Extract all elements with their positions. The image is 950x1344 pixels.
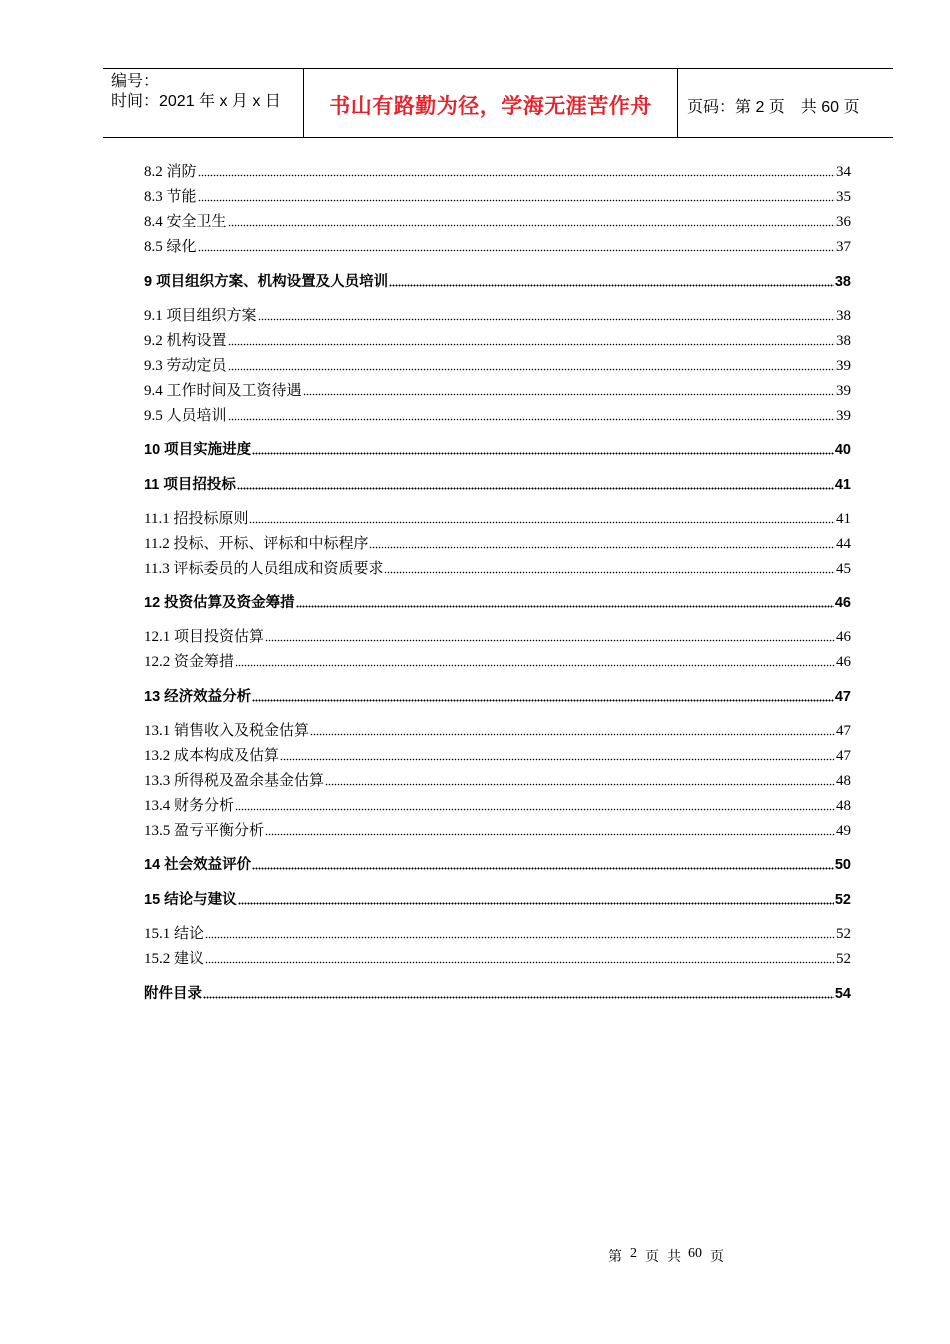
toc-entry-page: 52 <box>836 951 851 967</box>
toc-entry-title: 8.3 节能 <box>144 189 197 205</box>
toc-entry-title: 11 项目招投标 <box>144 477 236 493</box>
toc-entry-title: 12.2 资金筹措 <box>144 654 235 670</box>
toc-entry-title: 10 项目实施进度 <box>144 442 252 458</box>
toc-dot-leader <box>296 604 834 608</box>
page-header <box>103 68 893 138</box>
toc-dot-leader <box>389 283 834 287</box>
toc-entry-title: 9 项目组织方案、机构设置及人员培训 <box>144 274 389 290</box>
toc-entry-title: 8.5 绿化 <box>144 239 197 255</box>
toc-entry-title: 9.5 人员培训 <box>144 408 227 424</box>
toc-dot-leader <box>203 995 834 999</box>
toc-dot-leader <box>205 935 835 939</box>
toc-dot-leader <box>235 663 835 667</box>
toc-dot-leader <box>265 638 835 642</box>
toc-chapter-entry[interactable] <box>144 982 851 1004</box>
toc-section-entry[interactable] <box>144 354 851 376</box>
toc-dot-leader <box>228 367 835 371</box>
toc-entry-page: 36 <box>836 214 851 230</box>
toc-entry-title: 13 经济效益分析 <box>144 689 252 705</box>
toc-dot-leader <box>198 198 835 202</box>
toc-dot-leader <box>238 901 834 905</box>
toc-entry-title: 11.1 招投标原则 <box>144 511 249 527</box>
toc-entry-page: 41 <box>836 511 851 527</box>
toc-entry-page: 54 <box>834 986 851 1002</box>
toc-dot-leader <box>258 317 835 321</box>
toc-dot-leader <box>303 392 835 396</box>
toc-entry-page: 39 <box>836 383 851 399</box>
toc-entry-title: 9.1 项目组织方案 <box>144 308 257 324</box>
toc-entry-title: 8.2 消防 <box>144 164 197 180</box>
toc-dot-leader <box>310 732 835 736</box>
toc-dot-leader <box>252 866 834 870</box>
toc-entry-page: 34 <box>836 164 851 180</box>
toc-dot-leader <box>228 342 835 346</box>
footer-prefix: 第 <box>608 1250 622 1265</box>
toc-entry-page: 47 <box>836 723 851 739</box>
toc-section-entry[interactable] <box>144 819 851 841</box>
toc-entry-page: 52 <box>836 926 851 942</box>
toc-section-entry[interactable] <box>144 744 851 766</box>
toc-entry-title: 12 投资估算及资金筹措 <box>144 595 295 611</box>
toc-dot-leader <box>252 451 834 455</box>
toc-chapter-entry[interactable] <box>144 888 851 910</box>
toc-section-entry[interactable] <box>144 625 851 647</box>
toc-dot-leader <box>228 417 835 421</box>
toc-entry-title: 15.1 结论 <box>144 926 205 942</box>
toc-entry-title: 13.3 所得税及盈余基金估算 <box>144 773 325 789</box>
toc-entry-page: 47 <box>834 689 851 705</box>
toc-entry-page: 48 <box>836 773 851 789</box>
toc-dot-leader <box>228 223 835 227</box>
toc-section-entry[interactable] <box>144 210 851 232</box>
footer-page-suffix: 页 <box>645 1250 659 1265</box>
header-info-cell <box>103 69 304 137</box>
toc-dot-leader <box>252 698 834 702</box>
toc-section-entry[interactable] <box>144 379 851 401</box>
toc-entry-page: 37 <box>836 239 851 255</box>
toc-entry-title: 13.5 盈亏平衡分析 <box>144 823 265 839</box>
toc-dot-leader <box>369 545 835 549</box>
header-motto: 书山有路勤为径，学海无涯苦作舟 <box>329 94 652 118</box>
toc-entry-page: 49 <box>836 823 851 839</box>
toc-entry-page: 38 <box>836 333 851 349</box>
toc-entry-title: 9.2 机构设置 <box>144 333 227 349</box>
toc-chapter-entry[interactable] <box>144 270 851 292</box>
toc-section-entry[interactable] <box>144 719 851 741</box>
toc-entry-title: 15.2 建议 <box>144 951 205 967</box>
document-time-label: 时间：2021 年 x 月 x 日 <box>111 93 281 110</box>
toc-entry-page: 45 <box>836 561 851 577</box>
toc-entry-page: 46 <box>834 595 851 611</box>
toc-dot-leader <box>249 520 835 524</box>
toc-entry-page: 44 <box>836 536 851 552</box>
header-total-label: 共 60 页 <box>800 98 860 116</box>
toc-entry-page: 47 <box>836 748 851 764</box>
toc-section-entry[interactable] <box>144 769 851 791</box>
footer-total-prefix: 共 <box>667 1250 681 1265</box>
toc-section-entry[interactable] <box>144 507 851 529</box>
toc-entry-page: 50 <box>834 857 851 873</box>
toc-dot-leader <box>235 807 835 811</box>
toc-section-entry[interactable] <box>144 304 851 326</box>
toc-section-entry[interactable] <box>144 947 851 969</box>
toc-section-entry[interactable] <box>144 794 851 816</box>
toc-entry-title: 9.3 劳动定员 <box>144 358 227 374</box>
toc-dot-leader <box>237 486 834 490</box>
toc-entry-page: 35 <box>836 189 851 205</box>
footer-total-number: 60 <box>688 1246 702 1261</box>
toc-section-entry[interactable] <box>144 235 851 257</box>
toc-entry-title: 12.1 项目投资估算 <box>144 629 265 645</box>
toc-entry-page: 38 <box>834 274 851 290</box>
toc-entry-title: 8.4 安全卫生 <box>144 214 227 230</box>
footer-page-number: 2 <box>630 1246 637 1261</box>
toc-chapter-entry[interactable] <box>144 591 851 613</box>
toc-entry-title: 11.2 投标、开标、评标和中标程序 <box>144 536 369 552</box>
toc-section-entry[interactable] <box>144 532 851 554</box>
toc-section-entry[interactable] <box>144 404 851 426</box>
toc-entry-title: 13.2 成本构成及估算 <box>144 748 280 764</box>
toc-entry-title: 14 社会效益评价 <box>144 857 252 873</box>
document-number-label: 编号： <box>111 73 160 90</box>
toc-section-entry[interactable] <box>144 185 851 207</box>
toc-dot-leader <box>325 782 835 786</box>
toc-entry-page: 40 <box>834 442 851 458</box>
toc-entry-title: 15 结论与建议 <box>144 892 237 908</box>
toc-section-entry[interactable] <box>144 557 851 579</box>
toc-dot-leader <box>265 832 835 836</box>
header-page-label: 页码：第 2 页 <box>687 98 785 116</box>
toc-entry-title: 9.4 工作时间及工资待遇 <box>144 383 302 399</box>
toc-section-entry[interactable] <box>144 922 851 944</box>
toc-section-entry[interactable] <box>144 650 851 672</box>
toc-entry-title: 附件目录 <box>144 986 202 1002</box>
toc-entry-page: 39 <box>836 408 851 424</box>
toc-dot-leader <box>198 173 835 177</box>
toc-entry-page: 39 <box>836 358 851 374</box>
toc-entry-page: 46 <box>836 654 851 670</box>
toc-entry-page: 52 <box>834 892 851 908</box>
toc-section-entry[interactable] <box>144 160 851 182</box>
toc-chapter-entry[interactable] <box>144 473 851 495</box>
toc-entry-page: 38 <box>836 308 851 324</box>
toc-chapter-entry[interactable] <box>144 438 851 460</box>
header-page-cell <box>678 69 893 137</box>
header-motto-cell <box>304 69 678 137</box>
toc-entry-page: 46 <box>836 629 851 645</box>
toc-entry-title: 11.3 评标委员的人员组成和资质要求 <box>144 561 384 577</box>
toc-entry-title: 13.4 财务分析 <box>144 798 235 814</box>
toc-dot-leader <box>384 570 835 574</box>
toc-dot-leader <box>280 757 835 761</box>
toc-chapter-entry[interactable] <box>144 853 851 875</box>
toc-dot-leader <box>205 960 835 964</box>
toc-entry-page: 48 <box>836 798 851 814</box>
toc-dot-leader <box>198 248 835 252</box>
toc-entry-page: 41 <box>834 477 851 493</box>
toc-section-entry[interactable] <box>144 329 851 351</box>
footer-total-suffix: 页 <box>710 1250 724 1265</box>
toc-chapter-entry[interactable] <box>144 685 851 707</box>
toc-entry-title: 13.1 销售收入及税金估算 <box>144 723 310 739</box>
